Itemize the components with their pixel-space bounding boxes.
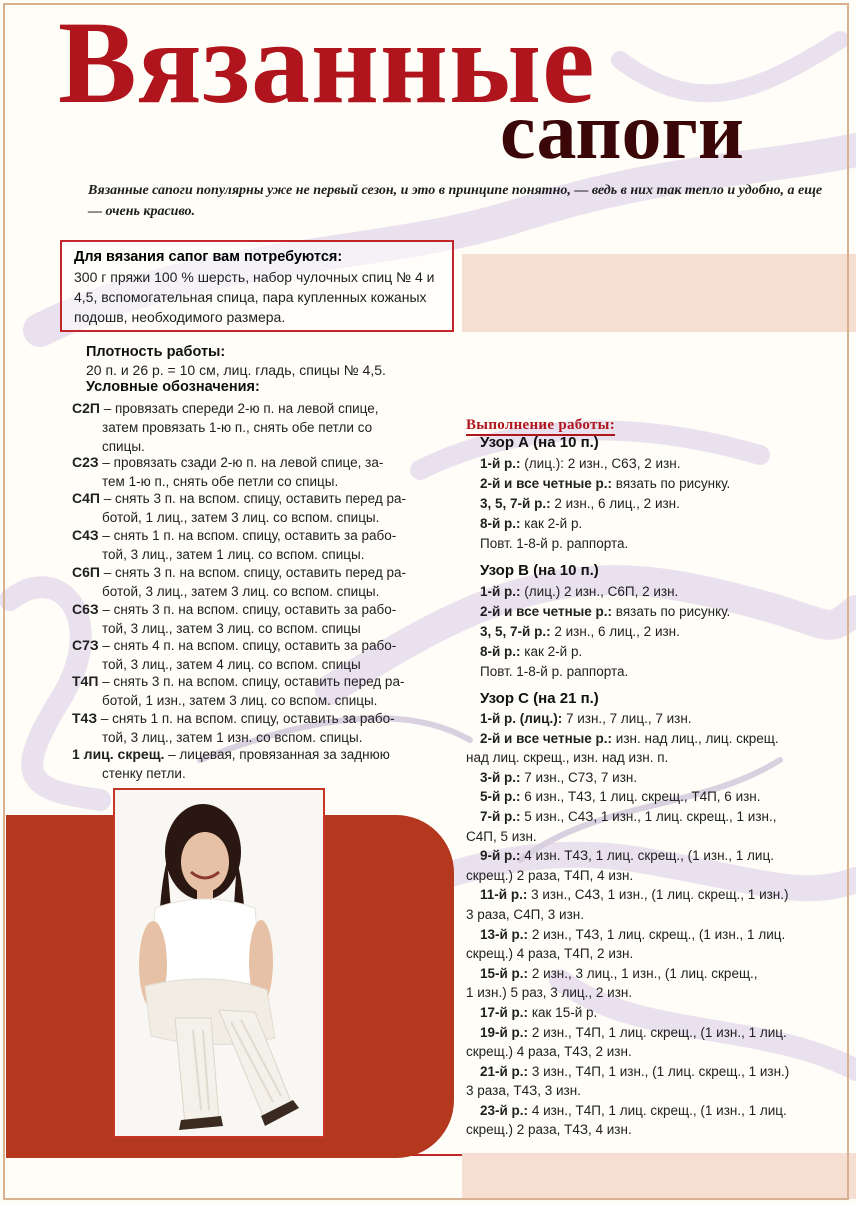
materials-heading: Для вязания сапог вам потребуются: [74,249,343,265]
legend-item: С7З – снять 4 п. на вспом. спицу, оставить за рабо- той, 3 лиц., затем 4 лиц. со вспом. спицы [72,637,397,672]
legend-item: С4П – снять 3 п. на вспом. спицу, оставить перед ра- ботой, 1 лиц., затем 3 лиц. со вспом. спицы. [72,490,407,525]
page-border [3,0,849,1200]
legend-item: С6П – снять 3 п. на вспом. спицу, оставить перед ра- ботой, 3 лиц., затем 3 лиц. со вспом. спицы. [72,564,407,599]
materials-text: 300 г пряжи 100 % шерсть, набор чулочных спиц № 4 и 4,5, вспомогательная спица, пара купленных кожаных подошв, необходимого размера. [74,269,435,325]
density-text: 20 п. и 26 р. = 10 см, лиц. гладь, спицы № 4,5. [86,362,386,378]
pattern-a-title: Узор А (на 10 п.) [480,434,599,451]
page-subtitle: сапоги [500,88,744,176]
pattern-b-rows: 1-й р.: (лиц.) 2 изн., С6П, 2 изн. 2-й и все четные р.: вязать по рисунку. 3, 5, 7-й р.: 2 изн., 6 лиц., 2 изн. 8-й р.: как 2-й р. Повт. 1-8-й р. раппорта. [480,584,731,679]
pattern-c-title: Узор С (на 21 п.) [480,690,599,707]
legend-item: С4З – снять 1 п. на вспом. спицу, оставить за рабо- той, 3 лиц., затем 1 лиц. со вспом. спицы. [72,527,397,562]
legend-item: С2З – провязать сзади 2-ю п. на левой спице, за- тем 1-ю п., снять обе петли со спицы. [72,454,384,489]
legend-item: Т4П – снять 3 п. на вспом. спицу, оставить перед ра- ботой, 1 изн., затем 3 лиц. со вспом. спицы. [72,673,405,708]
work-section-title: Выполнение работы: [466,416,615,436]
legend-item: 1 лиц. скрещ. – лицевая, провязанная за заднюю стенку петли. [72,746,390,781]
pattern-b-title: Узор В (на 10 п.) [480,562,599,579]
page-title: Вязанные [58,0,596,128]
legend-item: Т4З – снять 1 п. на вспом. спицу, оставить за рабо- той, 3 лиц., затем 1 изн. со вспом. спицы. [72,710,395,745]
intro-text: Вязанные сапоги популярны уже не первый сезон, и это в принципе понятно, — ведь в них так тепло и удобно, а еще — очень красиво. [88,183,823,219]
legend-item: С6З – снять 3 п. на вспом. спицу, оставить за рабо- той, 3 лиц., затем 3 лиц. со вспом. спицы [72,601,397,636]
legend-item: С2П – провязать спереди 2-ю п. на левой спице, затем провязать 1-ю п., снять обе петли со спицы. [72,400,379,454]
legend-heading: Условные обозначения: [86,379,260,395]
pattern-a-rows: 1-й р.: (лиц.): 2 изн., С6З, 2 изн. 2-й и все четные р.: вязать по рисунку. 3, 5, 7-й р.: 2 изн., 6 лиц., 2 изн. 8-й р.: как 2-й р. Повт. 1-8-й р. раппорта. [480,456,731,551]
density-heading: Плотность работы: [86,344,226,360]
pattern-c-rows: 1-й р. (лиц.): 7 изн., 7 лиц., 7 изн. 2-й и все четные р.: изн. над лиц., лиц. скрещ. над лиц. скрещ., изн. над изн. п. 3-й р.: 7 изн., С7З, 7 изн. 5-й р.: 6 изн., Т4З, 1 лиц. скрещ., Т4П, 6 изн. 7-й р.: 5 изн., С4З, 1 изн., 1 лиц. скрещ., 1 изн., С4П, 5 изн. 9-й р.: 4 изн. Т4З, 1 лиц. скрещ., (1 изн., 1 лиц. скрещ.) 2 раза, Т4П, 4 изн. 11-й р.: 3 изн., С4З, 1 изн., (1 лиц. скрещ., 1 изн.) 3 раза, С4П, 3 изн. 13-й р.: 2 изн., Т4З, 1 лиц. скрещ., (1 изн., 1 лиц. скрещ.) 4 раза, Т4П, 2 изн. 15-й р.: 2 изн., 3 лиц., 1 изн., (1 лиц. скрещ., 1 изн.) 5 раз, 3 лиц., 2 изн. 17-й р.: как 15-й р. 19-й р.: 2 изн., Т4П, 1 лиц. скрещ., (1 изн., 1 лиц. скрещ.) 4 раза, Т4З, 2 изн. 21-й р.: 3 изн., Т4П, 1 изн., (1 лиц. скрещ., 1 изн.) 3 раза, Т4З, 3 изн. 23-й р.: 4 изн., Т4П, 1 лиц. скрещ., (1 изн., 1 лиц. скрещ.) 2 раза, Т4З, 4 изн. [466,711,790,1138]
